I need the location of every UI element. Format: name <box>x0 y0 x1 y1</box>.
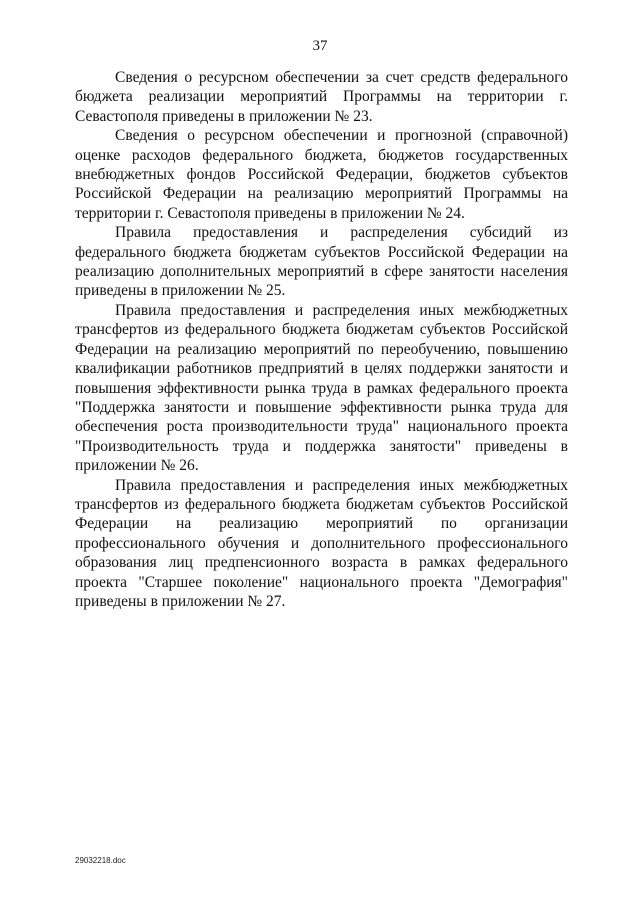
paragraph-appendix-24: Сведения о ресурсном обеспечении и прогнозной (справочной) оценке расходов федерального бюджета, бюджетов государственных внебюджетных фондов Российской Федерации, бюджетов субъектов Российской Федерации на реализацию мероприятий Программы на территории г. Севастополя приведены в приложении № 24. <box>75 127 568 222</box>
page-number: 37 <box>312 38 328 54</box>
paragraph-appendix-27: Правила предоставления и распределения иных межбюджетных трансфертов из федерального бюджета бюджетам субъектов Российской Федерации на реализацию мероприятий по организации профессионального обучения и дополнительного профессионального образования лиц предпенсионного возраста в рамках федерального проекта "Старшее поколение" национального проекта "Демография" приведены в приложении № 27. <box>75 476 568 610</box>
document-body <box>75 68 568 611</box>
paragraph-appendix-23: Сведения о ресурсном обеспечении за счет средств федерального бюджета реализации мероприятий Программы на территории г. Севастополя приведены в приложении № 23. <box>75 69 568 125</box>
paragraph-appendix-26: Правила предоставления и распределения иных межбюджетных трансфертов из федерального бюджета бюджетам субъектов Российской Федерации на реализацию мероприятий по переобучению, повышению квалификации работников предприятий в целях поддержки занятости и повышения эффективности рынка труда в рамках федерального проекта "Поддержка занятости и повышение эффективности рынка труда для обеспечения роста производительности труда" национального проекта "Производительность труда и поддержка занятости" приведены в приложении № 26. <box>75 301 568 475</box>
footer-filename: 29032218.doc <box>75 856 126 865</box>
paragraph-appendix-25: Правила предоставления и распределения субсидий из федерального бюджета бюджетам субъектов Российской Федерации на реализацию дополнительных мероприятий в сфере занятости населения приведены в приложении № 25. <box>75 224 568 300</box>
